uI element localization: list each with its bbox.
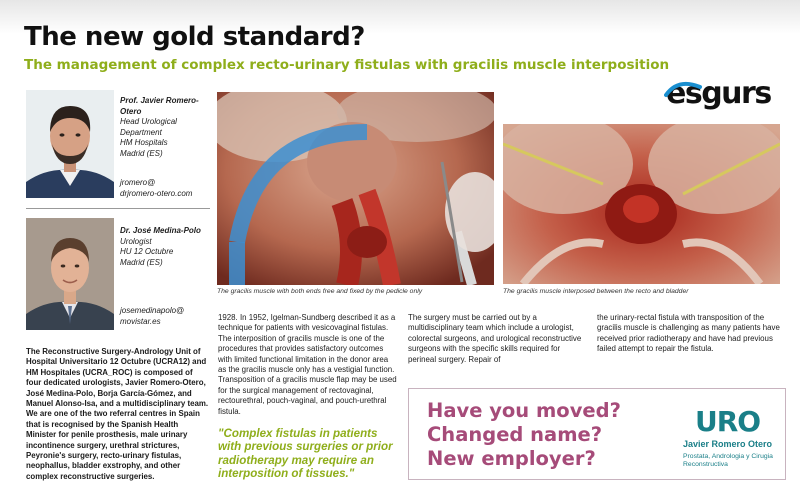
- author-affiliation: Urologist: [120, 236, 152, 246]
- author-divider: [26, 208, 210, 209]
- esgurs-logo: [664, 74, 780, 114]
- author-photo-1: [26, 90, 114, 198]
- author-affiliation: Department: [120, 127, 162, 137]
- author-photo-2: [26, 218, 114, 330]
- author-affiliation: Madrid (ES): [120, 148, 163, 158]
- author-email-2[interactable]: josemedinapolo@ movistar.es: [120, 306, 185, 326]
- column-3-text: the urinary-rectal fistula with transposition of the gracilis muscle is challenging as many patients have received prior radiotherapy and have had previous failed attempt to repair the fistula.: [597, 313, 780, 354]
- uro-logo-tagline: Prostata, Andrologia y Cirugia Reconstructiva: [683, 453, 773, 468]
- author-affiliation: Madrid (ES): [120, 257, 163, 267]
- uro-logo: URO: [695, 405, 761, 438]
- figure-1-image: [217, 92, 494, 285]
- author-info-1: [120, 96, 202, 159]
- author-email-1[interactable]: jromero@ drjromero-otero.com: [120, 178, 193, 198]
- uro-logo-name: Javier Romero Otero: [683, 439, 773, 449]
- author-affiliation: Head Urological: [120, 117, 177, 126]
- advert-headline: [427, 399, 621, 471]
- intro-paragraph: The Reconstructive Surgery-Andrology Unit of Hospital Universitario 12 Octubre (UCRA12) and HM Hospitales (UCRA_ROC) is composed of four dedicated urologists, Javier Romero-Otero, José Medina-Polo, Borja García-Gómez, and Manuel Alonso-Isa, and a multidisciplinary team. We are one of the two referral centres in Spain that is recognised by the Spanish Health Minister for penile prosthesis, male urinary incontinence surgery, urethral strictures, Peyronie's surgery, recto-urinary fistulas, neophallus, bladder exstrophy, and other complex reconstructive surgeries.: [26, 347, 209, 481]
- advert-line: New employer?: [427, 447, 596, 470]
- figure-2-image: [503, 124, 780, 284]
- author-affiliation: HU 12 Octubre: [120, 247, 174, 256]
- author-info-2: [120, 226, 206, 268]
- column-2-text: The surgery must be carried out by a multidisciplinary team which include a urologist, colorectal surgeons, and urological reconstructive surgeons with the specific skills required for perineal surgery. Repair of: [408, 313, 582, 364]
- page-subtitle: The management of complex recto-urinary fistulas with gracilis muscle interposition: [24, 57, 670, 73]
- advert-line: Have you moved?: [427, 399, 621, 422]
- author-name: Prof. Javier Romero-Otero: [120, 96, 199, 116]
- page-title: The new gold standard?: [24, 22, 365, 52]
- author-name: Dr. José Medina-Polo: [120, 226, 201, 235]
- advert-line: Changed name?: [427, 423, 603, 446]
- change-details-advert[interactable]: [408, 388, 786, 480]
- column-1-text: 1928. In 1952, Igelman-Sundberg described it as a technique for patients with vesicovaginal fistulas. The interposition of gracilis muscle is one of the procedures that provides satisfactory outcomes with limited functional limitation in the donor area as the gracilis muscle only has a vestigial function. Transposition of a gracilis muscle flap may be used for the surgical management of rectovaginal, rectourethral, pouch-vaginal, and pouch-urethral fistula.: [218, 313, 397, 416]
- figure-2-caption: The gracilis muscle interposed between the recto and bladder: [503, 288, 689, 295]
- figure-1-caption: The gracilis muscle with both ends free and fixed by the pedicle only: [217, 288, 423, 295]
- pull-quote: "Complex fistulas in patients with previous surgeries or prior radiotherapy may require an interposition of tissues.": [218, 427, 393, 481]
- author-affiliation: HM Hospitals: [120, 138, 168, 147]
- esgurs-logo-text: esgurs: [666, 76, 771, 111]
